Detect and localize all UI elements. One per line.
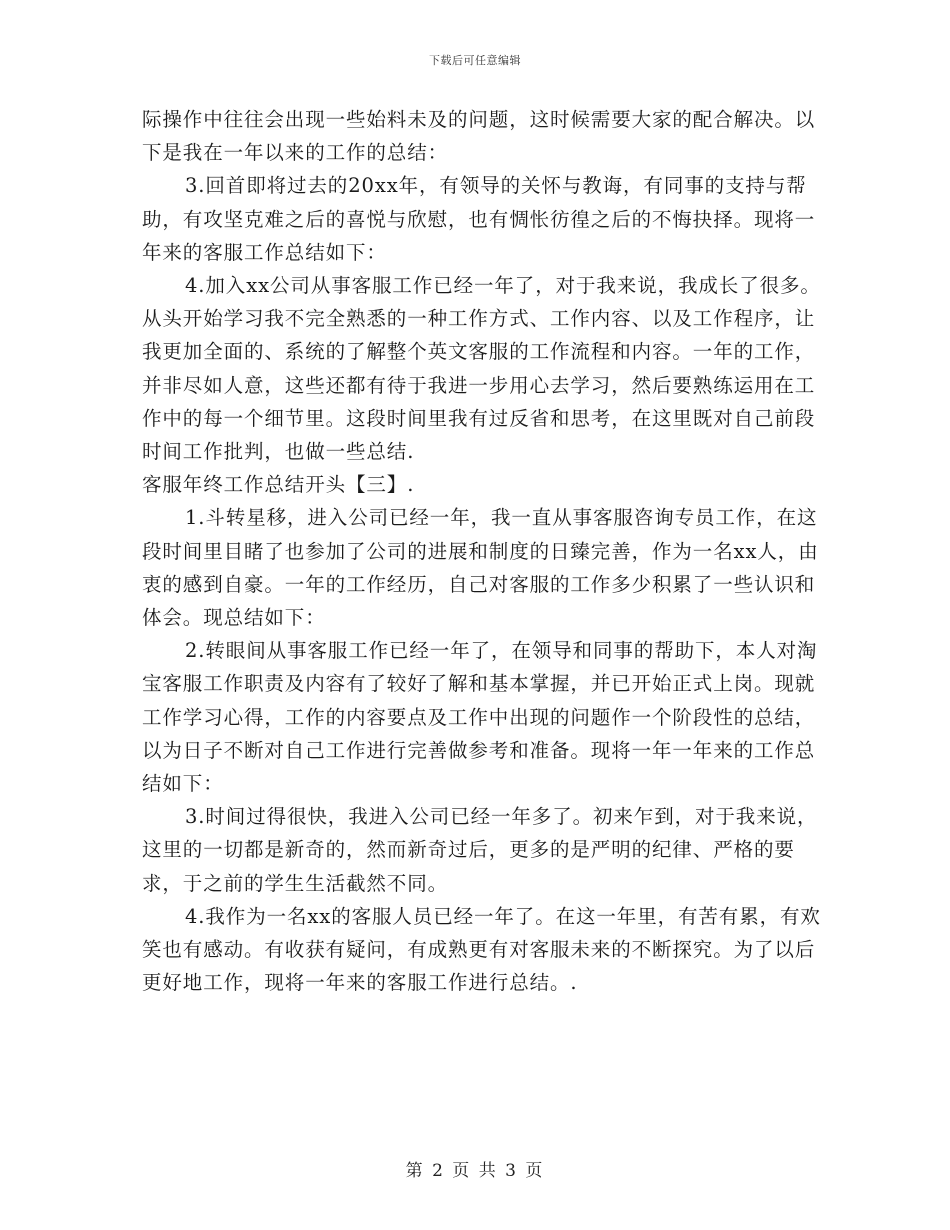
document-body (142, 103, 832, 999)
page-header: 下载后可任意编辑 (429, 54, 521, 67)
paragraph-item-3: 3.回首即将过去的20xx年，有领导的关怀与教诲，有同事的支持与帮助，有攻坚克难之后的喜悦与欣慰，也有惆怅彷徨之后的不悔抉择。现将一年来的客服工作总结如下： (142, 174, 816, 264)
paragraph-continuation: 际操作中往往会出现一些始料未及的问题，这时候需要大家的配合解决。以下是我在一年以来的工作的总结： (142, 108, 816, 165)
paragraph-item-1: 1.斗转星移，进入公司已经一年，我一直从事客服咨询专员工作，在这段时间里目睹了也参加了公司的进展和制度的日臻完善，作为一名xx人，由衷的感到自豪。一年的工作经历，自己对客服的工作多少积累了一些认识和体会。现总结如下： (142, 506, 819, 630)
paragraph-item-4: 4.加入xx公司从事客服工作已经一年了，对于我来说，我成长了很多。从头开始学习我不完全熟悉的一种工作方式、工作内容、以及工作程序，让我更加全面的、系统的了解整个英文客服的工作流程和内容。一年的工作，并非尽如人意，这些还都有待于我进一步用心去学习，然后要熟练运用在工作中的每一个细节里。这段时间里我有过反省和思考，在这里既对自己前段时间工作批判，也做一些总结. (142, 274, 821, 464)
section-heading: 客服年终工作总结开头【三】. (142, 473, 415, 497)
paragraph-item-2: 2.转眼间从事客服工作已经一年了，在领导和同事的帮助下，本人对淘宝客服工作职责及内容有了较好了解和基本掌握，并已开始正式上岗。现就工作学习心得，工作的内容要点及工作中出现的问题作一个阶段性的总结，以为日子不断对自己工作进行完善做参考和准备。现将一年一年来的工作总结如下： (142, 639, 818, 796)
paragraph-item-4b: 4.我作为一名xx的客服人员已经一年了。在这一年里，有苦有累，有欢笑也有感动。有收获有疑问，有成熟更有对客服未来的不断探究。为了以后更好地工作，现将一年来的客服工作进行总结。. (142, 904, 821, 995)
page-footer: 第 2 页 共 3 页 (405, 1161, 545, 1181)
paragraph-item-3b: 3.时间过得很快，我进入公司已经一年多了。初来乍到，对于我来说，这里的一切都是新奇的，然而新奇过后，更多的是严明的纪律、严格的要求，于之前的学生生活截然不同。 (142, 805, 818, 895)
